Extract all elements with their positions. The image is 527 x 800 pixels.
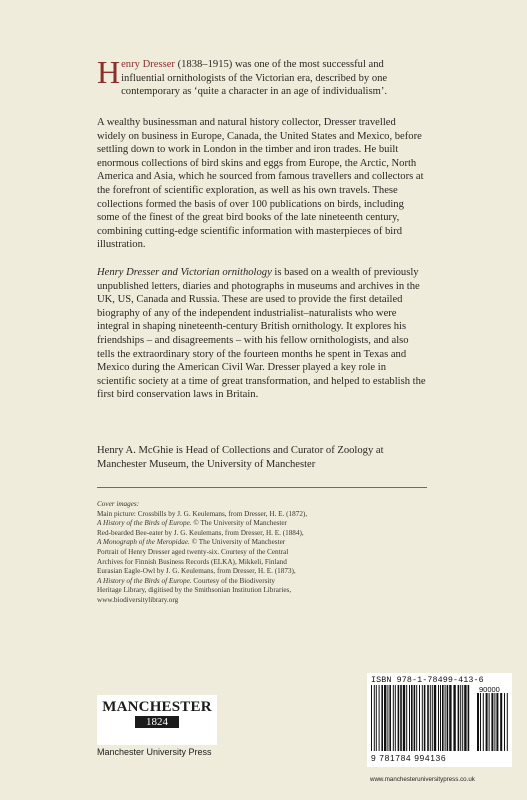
credit-title: A Monograph of the Meropidae. [97,538,190,547]
book-title: Henry Dresser and Victorian ornithology [97,267,272,278]
credit-line: Archives for Finnish Business Records (ELKA), Mikkeli, Finland [97,557,287,566]
author-bio-text: is Head of Collections and Curator of Zoology at Manchester Museum, the University of Manchester [97,445,384,470]
divider [97,487,427,488]
credit-text: Courtesy of the Biodiversity [191,576,276,585]
credit-line: Portrait of Henry Dresser aged twenty-six. Courtesy of the Central [97,547,289,556]
isbn-text [371,675,484,685]
dropcap: H [97,54,121,90]
credit-line: Main picture: Crossbills by J. G. Keulemans, from Dresser, H. E. (1872), [97,509,308,518]
barcode-icon [371,685,508,753]
credit-line [97,538,427,548]
credit-line [97,577,427,587]
credit-title: A History of the Birds of Europe. [97,576,192,585]
credits-label: Cover images: [97,500,140,508]
credit-line: www.biodiversitylibrary.org [97,595,179,604]
credit-title: A History of the Birds of Europe. [97,519,192,528]
intro-text: (1838–1915) was one of the most successful and influential ornithologists of the Victorian era, described by one contemporary as ‘quite a character in an age of individualism’. [121,59,388,98]
paragraph-book-summary [97,266,427,402]
barcode-digits: 9 781784 994136 [371,753,447,763]
subject-name: enry Dresser [121,59,175,70]
intro-paragraph [97,54,427,99]
author-bio [97,444,427,471]
logo-name: MANCHESTER [102,699,212,715]
isbn-number: ISBN 978-1-78499-413-6 [371,675,484,685]
credit-line: Heritage Library, digitised by the Smithsonian Institution Libraries, [97,586,292,595]
summary-text: is based on a wealth of previously unpublished letters, diaries and photographs in museums and archives in the UK, US, Canada and Russia. These are used to provide the first detailed biography of any of the independent industrialist–naturalists who were integral in shaping nineteenth-century British ornithology. It explores his friendships – and disagreements – with his fellow ornithologists, and also tells the extraordinary story of the fourteen months he spent in Texas and Mexico during the American Civil War. Dresser played a key role in scientific society at a time of great transformation, and helped to establish the first bird conservation laws in Britain. [97,267,426,401]
barcode-addon: 90000 [479,685,500,694]
logo-year: 1824 [135,716,179,728]
publisher-website: www.manchesteruniversitypress.co.uk [370,776,475,783]
author-name: Henry A. McGhie [97,445,174,456]
credit-line: Eurasian Eagle-Owl by J. G. Keulemans, from Dresser, H. E. (1873), [97,567,296,576]
cover-credits [97,500,427,606]
credit-text: © The University of Manchester [191,519,287,528]
publisher-logo [97,695,217,745]
paragraph-biography: A wealthy businessman and natural history collector, Dresser travelled widely on business in Europe, Canada, the United States and Mexico, before settling down to work in London in the timber and iron trades. He built enormous collections of bird skins and eggs from Europe, the Arctic, North America and Asia, which he sourced from famous travellers and collectors at the forefront of scientific exploration, as well as his own travels. These collections formed the basis of over 100 publications on birds, including some of the finest of the great bird books of the late nineteenth century, combining cutting-edge scientific information with masterpieces of bird illustration. [97,117,424,251]
credit-line [97,519,427,529]
credit-line: Red-bearded Bee-eater by J. G. Keulemans, from Dresser, H. E. (1884), [97,528,304,537]
barcode-panel [367,673,512,767]
credit-text: © The University of Manchester [189,538,286,547]
publisher-name: Manchester University Press [97,747,212,757]
